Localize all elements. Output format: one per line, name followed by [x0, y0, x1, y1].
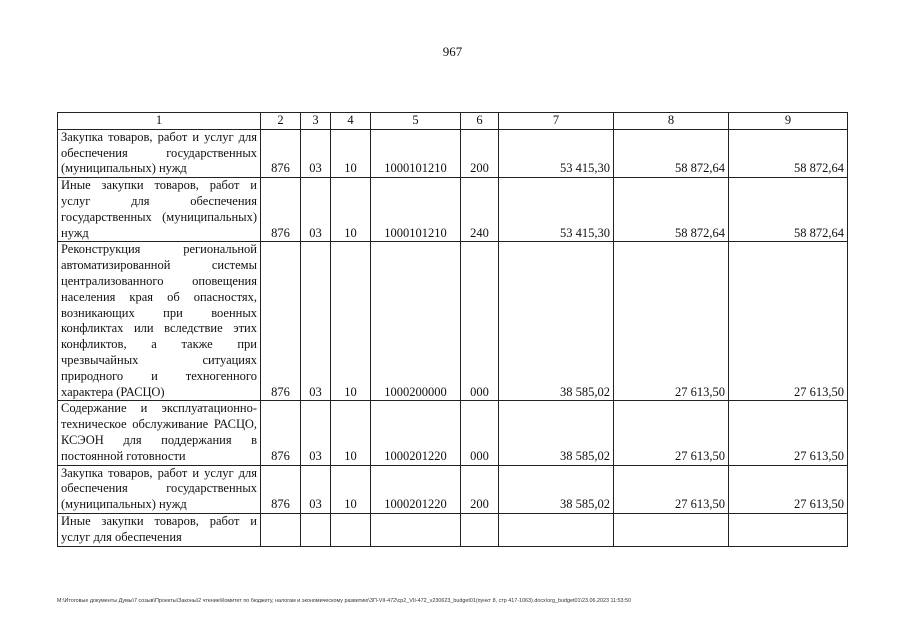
cell-amount-9: 58 872,64 — [729, 129, 848, 177]
table-row-partial — [58, 513, 848, 546]
page-number: 967 — [442, 44, 463, 59]
cell-section: 03 — [301, 242, 331, 401]
column-header: 5 — [371, 113, 461, 130]
cell-subsection: 10 — [331, 401, 371, 465]
cell-subsection: 10 — [331, 129, 371, 177]
table-row — [58, 401, 848, 465]
cell-type: 200 — [461, 129, 499, 177]
cell-subsection: 10 — [331, 465, 371, 513]
cell-target: 1000201220 — [371, 401, 461, 465]
cell-section: 03 — [301, 465, 331, 513]
empty-cell — [614, 513, 729, 546]
table-row — [58, 242, 848, 401]
empty-cell — [301, 513, 331, 546]
cell-amount-7: 53 415,30 — [499, 129, 614, 177]
cell-target: 1000101210 — [371, 178, 461, 242]
row-name: Содержание и эксплуатационно-техническое обслуживание РАСЦО, КСЭОН для поддержания в постоянной готовности — [58, 401, 261, 465]
cell-code: 876 — [261, 465, 301, 513]
empty-cell — [331, 513, 371, 546]
cell-subsection: 10 — [331, 178, 371, 242]
cell-amount-9: 27 613,50 — [729, 242, 848, 401]
cell-amount-8: 58 872,64 — [614, 178, 729, 242]
empty-cell — [461, 513, 499, 546]
cell-code: 876 — [261, 129, 301, 177]
cell-amount-9: 58 872,64 — [729, 178, 848, 242]
column-header: 2 — [261, 113, 301, 130]
cell-amount-9: 27 613,50 — [729, 401, 848, 465]
cell-target: 1000200000 — [371, 242, 461, 401]
cell-section: 03 — [301, 401, 331, 465]
row-name: Иные закупки товаров, работ и услуг для обеспечения государственных (муниципальных) нужд — [58, 178, 261, 242]
cell-amount-7: 38 585,02 — [499, 242, 614, 401]
cell-amount-8: 27 613,50 — [614, 401, 729, 465]
column-header: 6 — [461, 113, 499, 130]
header-row — [58, 113, 848, 130]
table-row — [58, 465, 848, 513]
cell-type: 200 — [461, 465, 499, 513]
empty-cell — [371, 513, 461, 546]
cell-amount-8: 58 872,64 — [614, 129, 729, 177]
footer-file-path: M:\Итоговые документы Думы\7 созыв\Проекты\Законы\2 чтение\Комитет по бюджету, налогам и экономическому развитию\ЗП-VII-472\ср2_VII-472_v230623_budget01(пункт 8, стр 417-1063).docx\org_budget01\23.06.2023 11:53:50 — [57, 598, 632, 604]
cell-code: 876 — [261, 242, 301, 401]
row-name: Закупка товаров, работ и услуг для обеспечения государственных (муниципальных) нужд — [58, 129, 261, 177]
cell-type: 000 — [461, 401, 499, 465]
empty-cell — [499, 513, 614, 546]
row-name: Реконструкция региональной автоматизированной системы централизованного оповещения населения края об опасностях, возникающих при военных конфликтах или вследствие этих конфликтов, а также при чрезвычайных ситуациях природного и техногенного характера (РАСЦО) — [58, 242, 261, 401]
cell-target: 1000201220 — [371, 465, 461, 513]
cell-section: 03 — [301, 129, 331, 177]
cell-amount-7: 38 585,02 — [499, 465, 614, 513]
cell-code: 876 — [261, 178, 301, 242]
empty-cell — [729, 513, 848, 546]
column-header: 8 — [614, 113, 729, 130]
empty-cell — [261, 513, 301, 546]
table-row — [58, 129, 848, 177]
cell-amount-8: 27 613,50 — [614, 242, 729, 401]
cell-type: 000 — [461, 242, 499, 401]
cell-amount-9: 27 613,50 — [729, 465, 848, 513]
cell-code: 876 — [261, 401, 301, 465]
column-header: 4 — [331, 113, 371, 130]
cell-amount-8: 27 613,50 — [614, 465, 729, 513]
cell-subsection: 10 — [331, 242, 371, 401]
column-header: 3 — [301, 113, 331, 130]
column-header: 7 — [499, 113, 614, 130]
row-name: Закупка товаров, работ и услуг для обеспечения государственных (муниципальных) нужд — [58, 465, 261, 513]
table-row — [58, 178, 848, 242]
budget-table — [57, 112, 848, 547]
cell-section: 03 — [301, 178, 331, 242]
column-header: 1 — [58, 113, 261, 130]
cell-type: 240 — [461, 178, 499, 242]
cell-amount-7: 38 585,02 — [499, 401, 614, 465]
cell-target: 1000101210 — [371, 129, 461, 177]
cell-amount-7: 53 415,30 — [499, 178, 614, 242]
column-header: 9 — [729, 113, 848, 130]
row-name: Иные закупки товаров, работ и услуг для обеспечения — [58, 513, 261, 546]
